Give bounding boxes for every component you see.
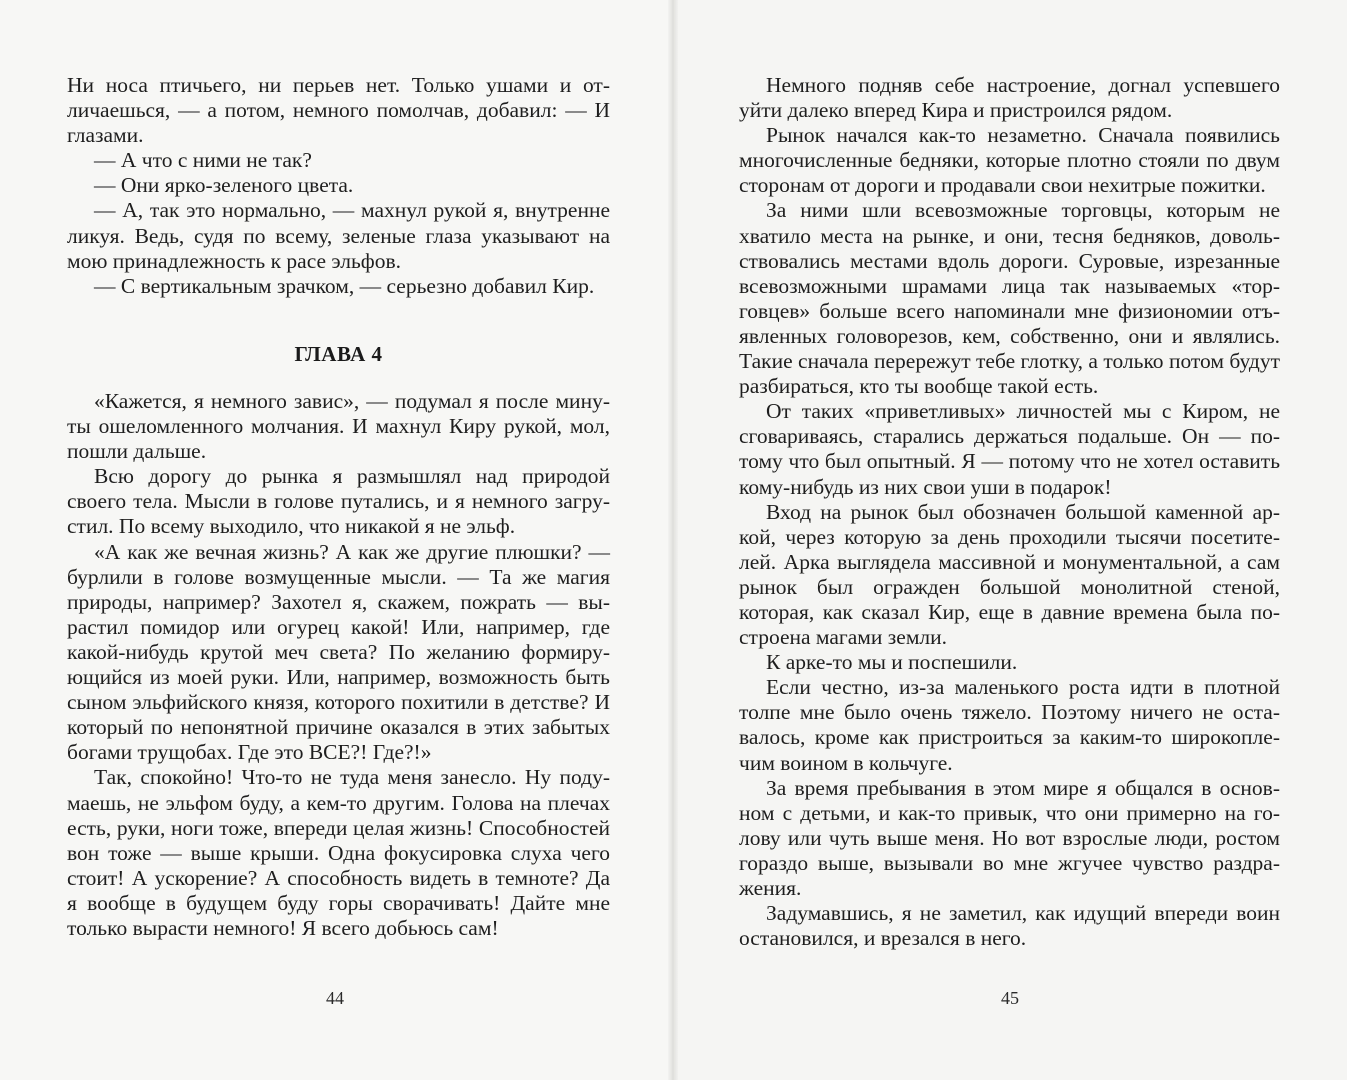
paragraph: — А, так это нормально, — махнул рукой я, внутренне ликуя. Ведь, судя по всему, зеленые глаза указывают на мою принадлежность к расе эльфов. <box>67 198 610 273</box>
page-number-right: 45 <box>1001 988 1019 1008</box>
paragraph: Так, спокойно! Что-то не туда меня занесло. Ну подумаешь, не эльфом буду, а кем-то другим. Голова на плечах есть, руки, ноги тоже, впереди целая жизнь! Способностей вон тоже — выше крыши. Одна фокусировка слуха чего стоит! А ускорение? А способность видеть в темноте? Да я вообще в будущем буду горы сворачивать! Дайте мне только вырасти немного! Я всего добьюсь сам! <box>67 765 610 940</box>
paragraph: Задумавшись, я не заметил, как идущий впереди воин остановился, и врезался в него. <box>739 901 1280 951</box>
paragraph: За время пребывания в этом мире я общался в основном с детьми, и как-то привык, что они примерно на голову или чуть выше меня. Но вот взрослые люди, ростом гораздо выше, вызывали во мне жгучее чувство раздражения. <box>739 775 1280 900</box>
left-page-body-text <box>67 389 610 941</box>
chapter-title: ГЛАВА 4 <box>294 342 383 366</box>
left-page <box>0 0 672 1080</box>
paragraph: Вход на рынок был обозначен большой каменной аркой, через которую за день проходили тысячи посетителей. Арка выглядела массивной и монументальной, а сам рынок был огражден большой монолитной стеной, которая, как сказал Кир, еще в давние времена была построена магами земли. <box>739 499 1280 650</box>
paragraph: За ними шли всевозможные торговцы, которым не хватило места на рынке, и они, тесня бедняков, довольствовались местами вдоль дороги. Суровые, изрезанные всевозможными шрамами лица так называемых «торговцев» больше всего напоминали мне физиономии отъявленных головорезов, кем, собственно, они и являлись. Такие сначала перережут тебе глотку, а только потом будут разбираться, кто ты вообще такой есть. <box>739 198 1280 399</box>
right-page <box>675 0 1347 1080</box>
paragraph: К арке-то мы и поспешили. <box>766 650 1018 675</box>
paragraph: «Кажется, я немного завис», — подумал я после минуты ошеломленного молчания. И махнул Киру рукой, мол, пошли дальше. <box>67 389 610 464</box>
right-page-text <box>739 73 1280 951</box>
paragraph: Немного подняв себе настроение, догнал успевшего уйти далеко вперед Кира и пристроился рядом. <box>739 73 1280 123</box>
paragraph: — А что с ними не так? <box>94 148 312 173</box>
paragraph: Если честно, из-за маленького роста идти в плотной толпе мне было очень тяжело. Поэтому ничего не оставалось, кроме как пристроиться за каким-то широкоплечим воином в кольчуге. <box>739 675 1280 775</box>
paragraph: Всю дорогу до рынка я размышлял над природой своего тела. Мысли в голове путались, и я немного загрустил. По всему выходило, что никакой я не эльф. <box>67 464 610 539</box>
page-number-left: 44 <box>326 988 344 1008</box>
paragraph: — Они ярко-зеленого цвета. <box>94 173 354 198</box>
paragraph: «А как же вечная жизнь? А как же другие плюшки? — бурлили в голове возмущенные мысли. — Та же магия природы, например? Захотел я, скажем, пожрать — вырастил помидор или огурец какой! Или, например, где какой-нибудь крутой меч света? По желанию формирующийся из моей руки. Или, например, возможность быть сыном эльфийского князя, которого похитили в детстве? И который по непонятной причине оказался в этих забытых богами трущобах. Где это ВСЕ?! Где?!» <box>67 539 610 765</box>
paragraph: Рынок начался как-то незаметно. Сначала появились многочисленные бедняки, которые плотно стояли по двум сторонам от дороги и продавали свои нехитрые пожитки. <box>739 123 1280 198</box>
paragraph: Ни носа птичьего, ни перьев нет. Только ушами и отличаешься, — а потом, немного помолчав, добавил: — И глазами. <box>67 73 610 148</box>
paragraph: От таких «приветливых» личностей мы с Киром, не сговариваясь, старались держаться подальше. Он — потому что был опытный. Я — потому что не хотел оставить кому-нибудь из них свои уши в подарок! <box>739 399 1280 499</box>
paragraph: — С вертикальным зрачком, — серьезно добавил Кир. <box>94 273 595 298</box>
book-gutter <box>668 0 678 1080</box>
left-page-top-text <box>67 73 610 299</box>
